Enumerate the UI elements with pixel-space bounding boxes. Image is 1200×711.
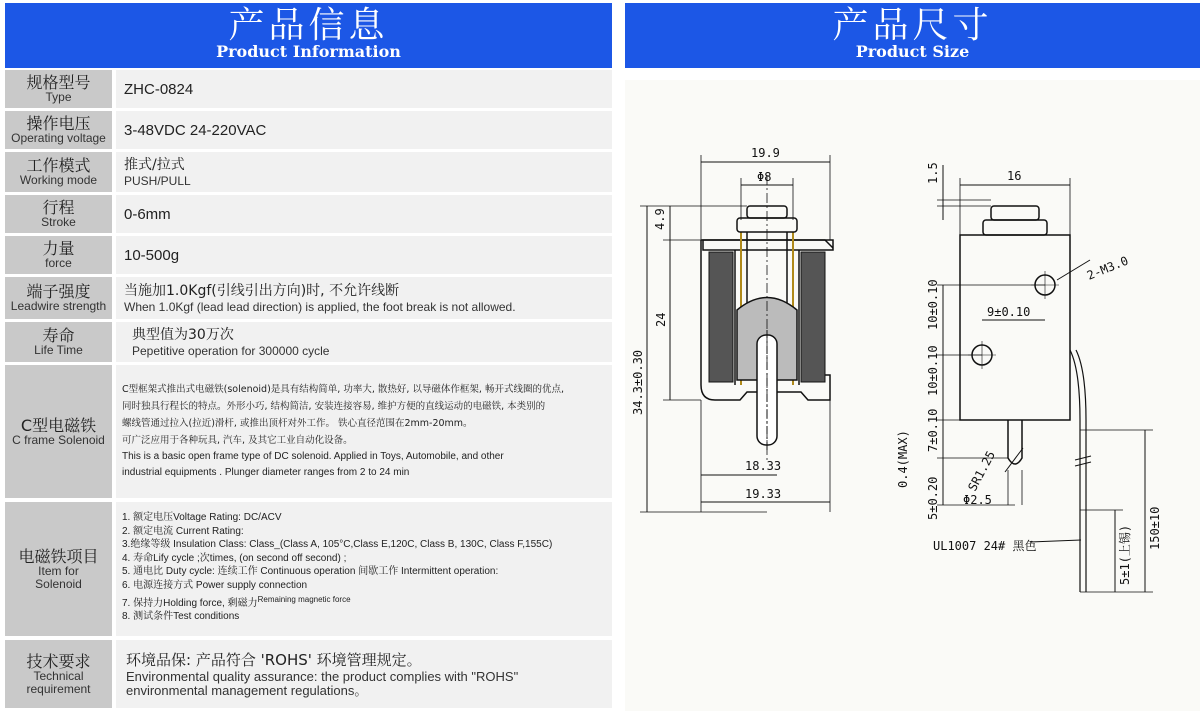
product-size-panel (625, 0, 1200, 711)
label-cn: 力量 (42, 239, 75, 258)
banner-title-en: Product Size (855, 42, 970, 61)
dim-150: 150±10 (1148, 506, 1162, 550)
label-en: Type (45, 90, 72, 104)
dim-sr-1-25: SR1.25 (965, 448, 999, 494)
solenoid-item-list (122, 511, 612, 624)
dim-18-33: 18.33 (745, 459, 782, 473)
row-c-frame-solenoid (5, 365, 612, 498)
row-value (116, 502, 612, 636)
row-force (5, 236, 612, 274)
description-line: This is a basic open frame type of DC solenoid. Applied in Toys, Automobile, and other (122, 451, 504, 462)
row-value (116, 70, 612, 108)
dim-7: 7±0.10 (926, 408, 940, 452)
label-en: Technical requirement (26, 668, 91, 696)
label-cn: C型电磁铁 (20, 415, 97, 435)
dim-16: 16 (1007, 169, 1022, 183)
row-type (5, 70, 612, 108)
list-item: 4. 寿命Lify cycle ;次times, (on second off second) ; (122, 552, 347, 564)
label-en: Leadwire strength (10, 299, 107, 313)
front-view-section (640, 155, 833, 512)
value-cn: 当施加1.0Kgf(引线引出方向)时, 不允许线断 (124, 282, 400, 299)
value-text: 3-48VDC 24-220VAC (124, 121, 267, 139)
value-en: Environmental quality assurance: the product complies with "ROHS" environmental management regulations。 (126, 669, 519, 698)
row-operating-voltage (5, 111, 612, 149)
row-working-mode (5, 152, 612, 192)
dim-4-9: 4.9 (653, 208, 667, 230)
dim-phi-2-5: Φ2.5 (963, 493, 992, 507)
label-en: C frame Solenoid (12, 432, 105, 447)
dimension-drawing (625, 80, 1200, 711)
label-en: Operating voltage (11, 131, 106, 145)
row-label (5, 111, 112, 149)
banner-title-cn: 产品信息 (228, 5, 389, 46)
list-item: 2. 额定电流 Current Rating: (122, 525, 244, 537)
dim-10-a: 10±0.10 (926, 279, 940, 330)
value-cn: 环境品保: 产品符合 'ROHS' 环境管理规定。 (126, 651, 422, 669)
row-label (5, 195, 112, 233)
dim-phi-8: Φ8 (757, 170, 772, 184)
label-cn: 技术要求 (26, 651, 91, 671)
product-information-banner (5, 3, 612, 68)
list-item: 5. 通电比 Duty cycle: 连续工作 Continuous operation 间歇工作 Intermittent operation: (122, 566, 499, 578)
dim-0-4-max: 0.4(MAX) (896, 430, 910, 488)
label-cn: 规格型号 (26, 73, 91, 92)
row-label (5, 640, 112, 708)
value-cn: 典型值为30万次 (132, 326, 234, 343)
dim-24: 24 (654, 312, 668, 327)
product-size-banner (625, 3, 1200, 68)
row-stroke (5, 195, 612, 233)
label-en: Stroke (41, 215, 76, 229)
dim-2-m3: 2-M3.0 (1084, 253, 1131, 283)
banner-title-cn: 产品尺寸 (832, 5, 993, 46)
value-text: 0-6mm (124, 205, 171, 223)
list-item-text: 7. 保持力Holding force, 剩磁力 (122, 597, 258, 609)
row-label (5, 70, 112, 108)
row-label (5, 365, 112, 498)
list-item-sup: Remaining magnetic force (257, 594, 351, 604)
list-item: 3.绝缘等级 Insulation Class: Class_(Class A, 105°C,Class E,120C, Class B, 130C, Class F,155C) (122, 539, 553, 551)
label-cn: 行程 (42, 198, 75, 217)
label-cn: 操作电压 (26, 114, 91, 133)
row-life-time (5, 322, 612, 362)
list-item: 8. 测试条件Test conditions (122, 611, 240, 623)
row-value (116, 152, 612, 192)
row-value (116, 640, 612, 708)
row-value (116, 195, 612, 233)
label-en: force (45, 256, 72, 270)
description-line: 可广泛应用于各种玩具, 汽车, 及其它工业自动化设备。 (122, 435, 353, 446)
value-en: When 1.0Kgf (lead lead direction) is applied, the foot break is not allowed. (124, 299, 516, 314)
dim-5: 5±0.20 (926, 476, 940, 520)
list-item: 6. 电源连接方式 Power supply connection (122, 579, 308, 591)
label-cn: 寿命 (42, 326, 75, 345)
list-item (122, 593, 612, 611)
label-cn: 端子强度 (26, 282, 91, 301)
dim-5-tin: 5±1(上锡) (1118, 524, 1132, 585)
value-en: Pepetitive operation for 300000 cycle (132, 343, 330, 358)
dim-34-3: 34.3±0.30 (631, 349, 645, 415)
dim-19-9: 19.9 (751, 146, 780, 160)
dim-10-b: 10±0.10 (926, 345, 940, 396)
value-en: PUSH/PULL (124, 173, 191, 188)
label-cn: 电磁铁项目 (18, 546, 99, 566)
value-cn: 推式/拉式 (124, 156, 185, 173)
label-en: Life Time (34, 343, 83, 357)
dim-9: 9±0.10 (987, 305, 1031, 319)
banner-title-en: Product Information (216, 42, 401, 61)
label-cn: 工作模式 (26, 156, 91, 175)
row-label (5, 236, 112, 274)
row-value (116, 277, 612, 319)
wire-spec: UL1007 24# 黑色 (933, 539, 1037, 553)
row-label (5, 152, 112, 192)
row-leadwire-strength (5, 277, 612, 319)
value-text: ZHC-0824 (124, 80, 194, 98)
value-text: 10-500g (124, 246, 180, 264)
row-label (5, 322, 112, 362)
row-value (116, 111, 612, 149)
description-line: 同时独具行程长的特点。外形小巧, 结构简洁, 安装连接容易, 维护方便的直线运动的电磁铁, 本类别的 (122, 401, 546, 412)
list-item: 1. 额定电压Voltage Rating: DC/ACV (122, 512, 282, 523)
dim-19-33: 19.33 (745, 487, 782, 501)
description-line: industrial equipments . Plunger diameter ranges from 2 to 24 min (122, 467, 410, 478)
row-label (5, 502, 112, 636)
row-value (116, 365, 612, 498)
row-label (5, 277, 112, 319)
description-line: C型框架式推出式电磁铁(solenoid)是具有结构简单, 功率大, 散热好, 以导磁体作框架, 畅开式线圈的优点, (122, 384, 564, 395)
label-en: Item for Solenoid (35, 563, 82, 591)
row-value (116, 322, 612, 362)
row-value (116, 236, 612, 274)
technical-drawing-svg (625, 80, 1200, 711)
dim-1-5: 1.5 (926, 162, 940, 184)
label-en: Working mode (19, 173, 98, 187)
description-line: 螺线管通过拉入(拉近)滑杆, 或推出顶杆对外工作。 铁心直径范围在2mm-20mm。 (122, 418, 473, 429)
row-technical-requirement (5, 640, 612, 708)
row-item-for-solenoid (5, 502, 612, 636)
